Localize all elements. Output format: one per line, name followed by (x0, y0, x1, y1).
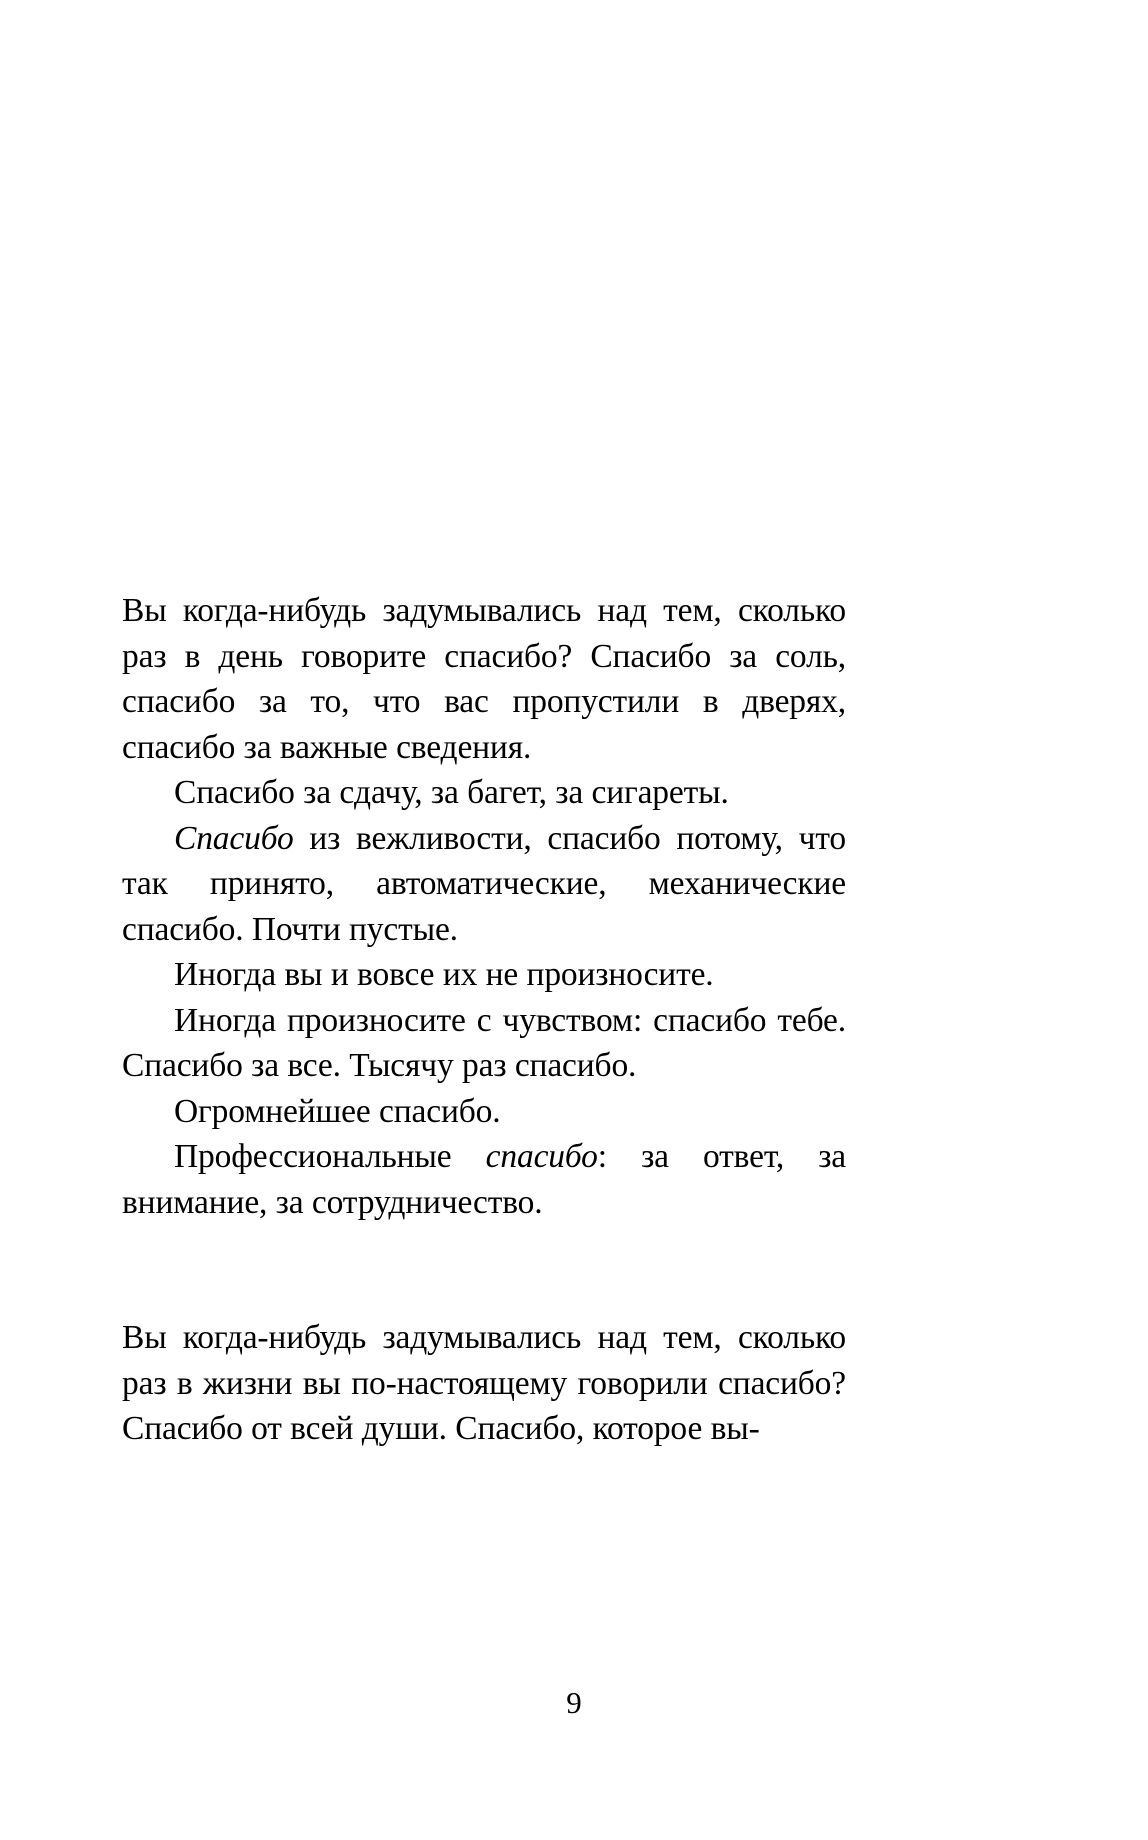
page-number-label: 9 (566, 1685, 582, 1720)
paragraph: Спасибо из вежливости, спасибо потому, что так принято, автоматические, механические спасибо. Почти пустые. (122, 819, 846, 948)
block-separator (122, 1225, 846, 1315)
text-block-2 (122, 1315, 846, 1452)
paragraph: Иногда вы и вовсе их не произносите. (174, 956, 714, 993)
paragraph: Огромнейшее спасибо. (174, 1092, 501, 1130)
page-number (0, 1684, 1148, 1722)
paragraph: Иногда произносите с чувством: спасибо тебе. Спасибо за все. Тысячу раз спасибо. (122, 1001, 846, 1084)
paragraph: Профессиональные спасибо: за ответ, за внимание, за сотрудничество. (122, 1138, 846, 1221)
paragraph: Спасибо за сдачу, за багет, за сигареты. (174, 774, 729, 811)
paragraph: Вы когда-нибудь задумывались над тем, сколько раз в жизни вы по-настоящему говорили спасибо? Спасибо от всей души. Спасибо, которое вы- (122, 1319, 846, 1447)
emphasised-word: Спасибо (174, 819, 294, 857)
paragraph: Вы когда-нибудь задумывались над тем, сколько раз в день говорите спасибо? Спасибо за соль, спасибо за то, что вас пропустили в дверях, спасибо за важные сведения. (122, 592, 846, 766)
text-block-1 (122, 588, 846, 1225)
text-column (122, 588, 846, 1452)
emphasised-word: спасибо (485, 1138, 598, 1175)
